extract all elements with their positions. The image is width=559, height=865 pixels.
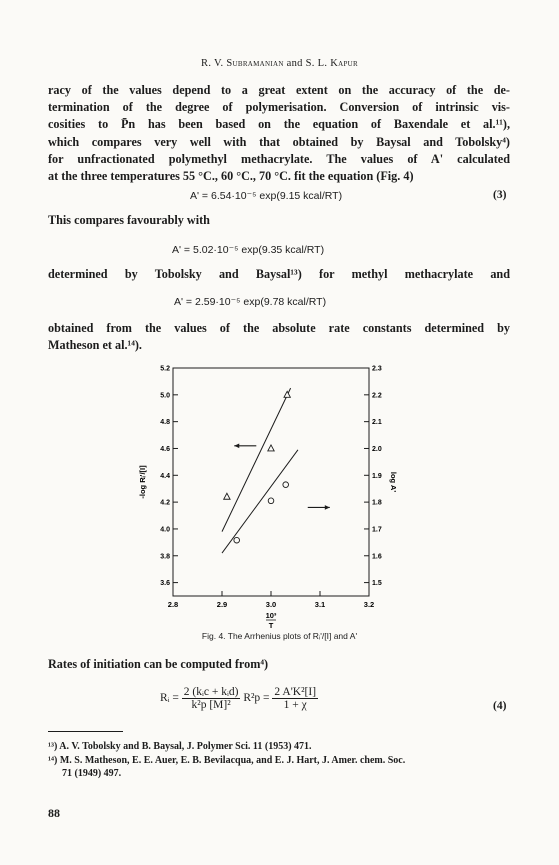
text-line: Matheson et al.¹⁴). [48,338,142,353]
footnote-14-cont: 71 (1949) 497. [62,768,122,779]
left-tick-label: 5.2 [160,365,170,373]
equation-4-number: (4) [493,700,507,712]
text-line: termination of the degree of polymerisation. Conversion of intrinsic vis- [48,100,510,115]
right-tick-label: 2.1 [372,419,382,427]
text-line: for unfractionated polymethyl methacrylate. The values of A' calculated [48,151,510,166]
equation-4 [160,686,318,711]
right-tick-label: 1.7 [372,526,382,534]
fit-line-circle [222,450,298,553]
right-tick-label: 1.9 [372,472,382,480]
data-point-triangle [284,391,290,397]
fraction-1-numerator: 2 (kᵢc + kᵢd) [183,686,239,698]
equation-3-number: (3) [493,189,507,201]
right-axis-label: log A' [389,471,398,493]
text-line: which compares very well with that obtained by Baysal and Tobolsky⁴) [48,134,510,149]
fraction-2-numerator: 2 A'K²[I] [274,686,317,698]
left-tick-label: 4.8 [160,419,170,427]
left-tick-label: 4.0 [160,526,170,534]
left-tick-label: 4.6 [160,445,170,453]
equation-c: A' = 2.59·10⁻⁵ exp(9.78 kcal/RT) [174,296,327,308]
x-tick-label: 2.9 [216,600,228,609]
right-tick-label: 1.5 [372,580,382,588]
author-a: R. V. Subramanian [201,58,284,69]
right-tick-label: 2.2 [372,392,382,400]
data-point-circle [234,537,240,543]
x-tick-label: 2.8 [167,600,179,609]
fraction-1 [182,686,241,711]
text-line: determined by Tobolsky and Baysal¹³) for methyl methacrylate and [48,267,510,281]
text-line: at the three temperatures 55 °C., 60 °C., 70 °C. fit the equation (Fig. 4) [48,169,414,184]
left-tick-label: 3.8 [160,553,170,561]
paragraph-2 [48,320,510,354]
text-line: racy of the values depend to a great extent on the accuracy of the de- [48,83,510,97]
data-point-circle [268,498,274,504]
x-axis-label-numerator: 10³ [265,611,277,620]
author-b: S. L. Kapur [305,58,358,69]
x-tick-label: 3.2 [363,600,375,609]
left-arrow-head [234,443,239,448]
x-tick-label: 3.1 [314,600,326,609]
right-tick-label: 1.8 [372,499,382,507]
page-number: 88 [48,806,60,820]
right-arrow-head [325,505,330,510]
formula-middle: R²p = [243,692,270,705]
left-tick-label: 4.2 [160,499,170,507]
text-line: This compares favourably with [48,213,210,227]
footnote-13: ¹³) A. V. Tobolsky and B. Baysal, J. Polymer Sci. 11 (1953) 471. [48,741,312,752]
footnotes [48,740,518,781]
equation-b: A' = 5.02·10⁻⁵ exp(9.35 kcal/RT) [172,244,325,256]
left-tick-label: 4.4 [160,472,170,480]
fraction-1-denominator: k²p [M]² [191,699,231,711]
text-line: cosities to P̄n has been based on the equation of Baxendale et al.¹¹), [48,117,510,132]
left-tick-label: 5.0 [160,392,170,400]
fit-line-triangle [222,388,291,532]
data-point-circle [283,482,289,488]
plot-frame [173,368,369,596]
formula-lhs: Rᵢ = [160,692,179,705]
paragraph-1 [48,82,510,185]
footnote-14: ¹⁴) M. S. Matheson, E. E. Auer, E. B. Bevilacqua, and E. J. Hart, J. Amer. chem. Soc. [48,754,406,766]
footnote-rule [48,731,123,732]
compare-line [48,212,510,229]
text-line: obtained from the values of the absolute rate constants determined by [48,321,510,335]
chart-svg [125,362,425,634]
right-tick-label: 2.0 [372,445,382,453]
x-tick-label: 3.0 [265,600,277,609]
determined-line [48,266,510,283]
x-axis-label-denominator: T [268,621,274,630]
fraction-2 [272,686,318,711]
right-tick-label: 2.3 [372,365,382,373]
rates-line [48,656,510,673]
left-axis-label: -log Rᵢ'/[I] [138,465,147,499]
equation-3: A' = 6.54·10⁻⁵ exp(9.15 kcal/RT) [190,190,343,202]
running-head [0,58,559,69]
text-line: Rates of initiation can be computed from⁴) [48,657,269,671]
figure-caption: Fig. 4. The Arrhenius plots of Rᵢ'/[I] and A' [201,631,358,641]
arrhenius-chart [125,362,425,634]
right-tick-label: 1.6 [372,553,382,561]
left-tick-label: 3.6 [160,580,170,588]
fraction-2-denominator: 1 + χ [283,699,307,711]
data-point-triangle [268,445,274,451]
data-point-triangle [224,493,230,499]
and-word: and [286,58,303,69]
